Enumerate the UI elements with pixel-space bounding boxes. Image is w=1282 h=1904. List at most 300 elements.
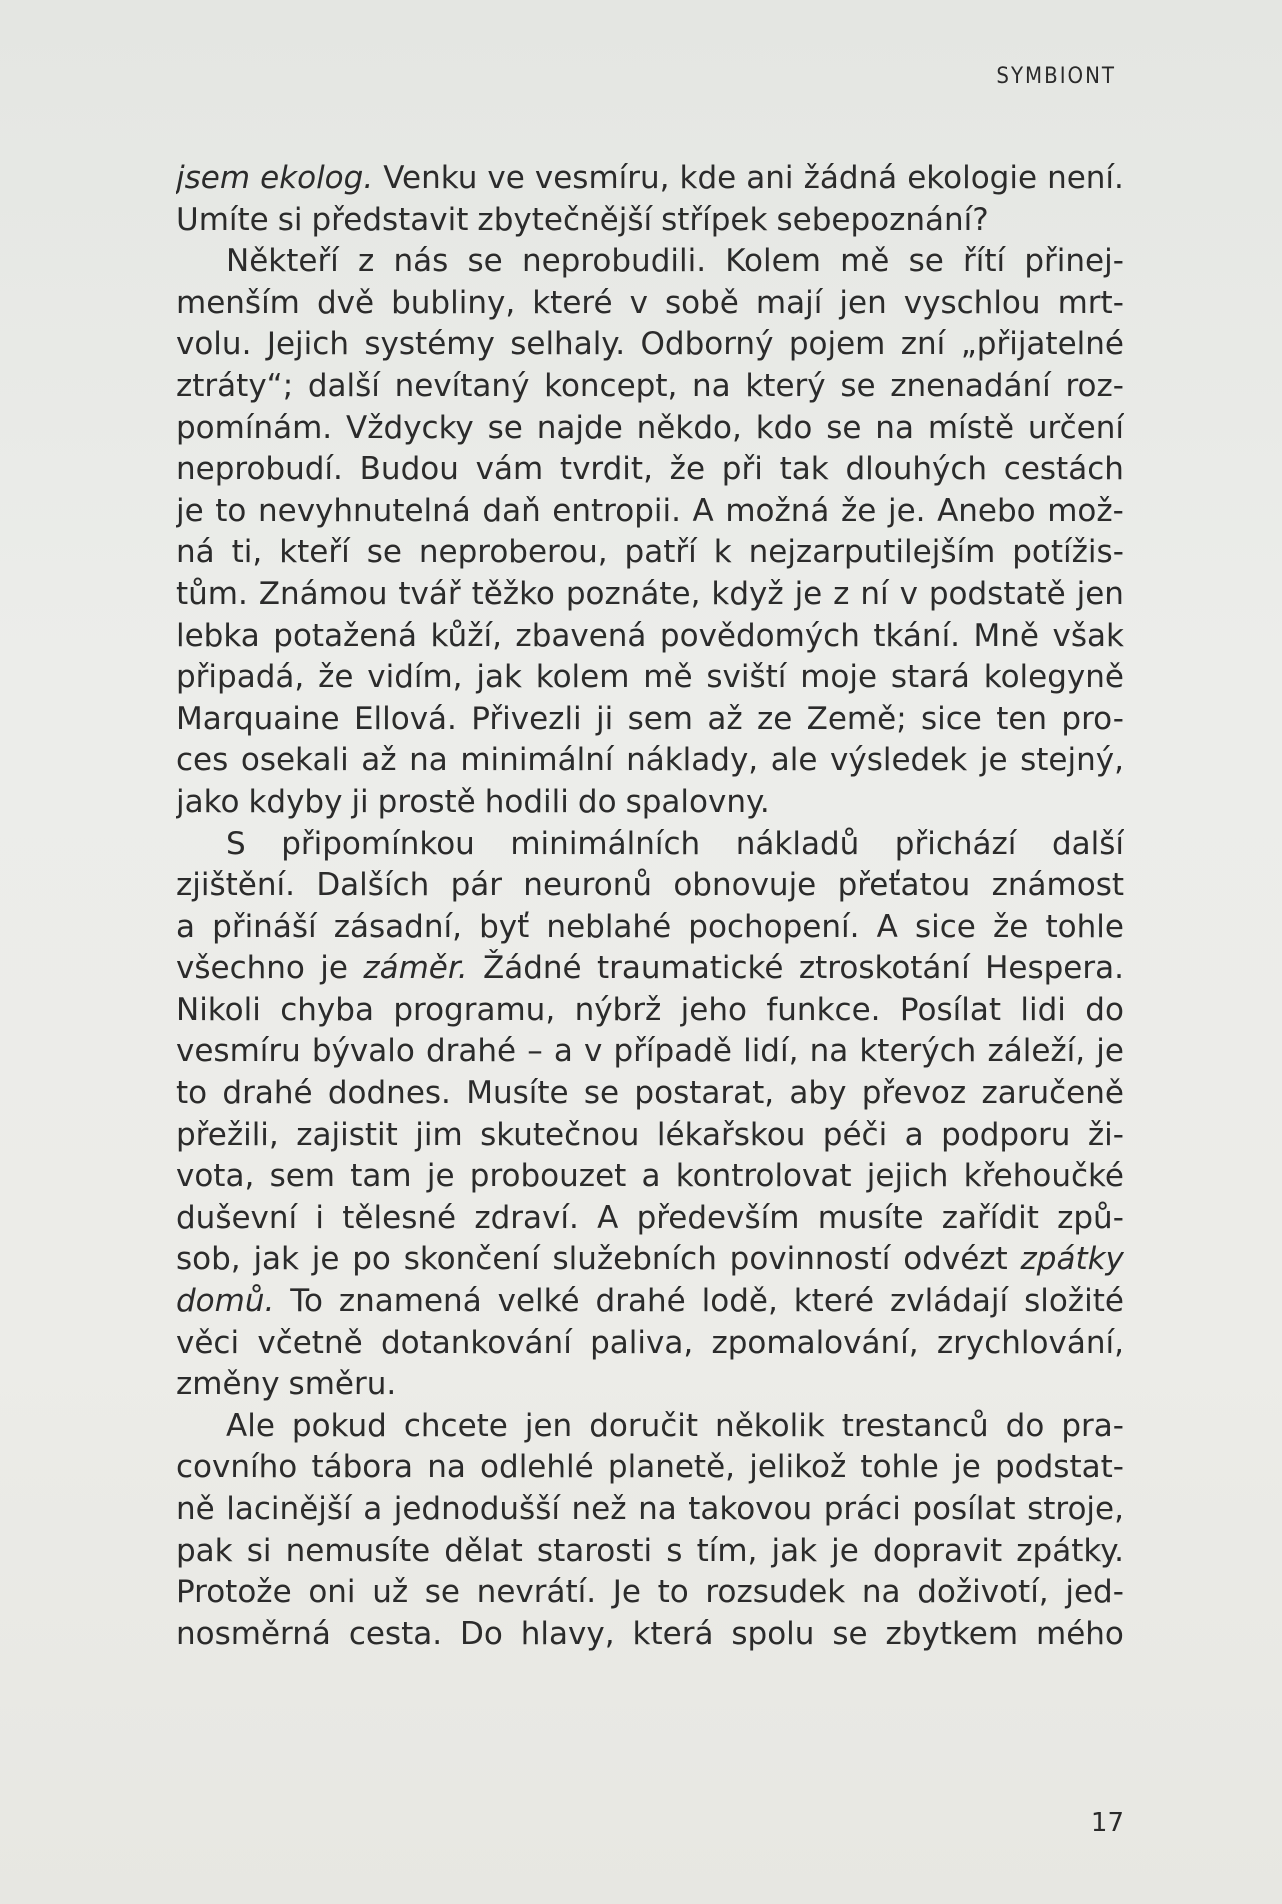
word: Kolem: [725, 243, 821, 280]
word: tvrdit,: [559, 451, 653, 488]
word: tvář: [398, 575, 461, 612]
word: a: [553, 1033, 573, 1070]
word: ti,: [231, 534, 263, 571]
text-line: [176, 408, 1124, 450]
word: minimální: [460, 742, 614, 779]
word: chcete: [403, 1407, 508, 1444]
word: probouzet: [469, 1158, 627, 1195]
word: byť: [479, 908, 530, 945]
word: traumatické: [597, 950, 784, 987]
text-line: [176, 990, 1124, 1032]
word: lodě,: [701, 1283, 778, 1320]
word: je.: [887, 492, 926, 529]
word: Marquaine: [176, 700, 340, 737]
word: připadá,: [176, 659, 305, 696]
word: To: [290, 1283, 323, 1320]
word: je: [1096, 1033, 1124, 1070]
word: na: [809, 1033, 849, 1070]
word: se: [467, 243, 503, 280]
word: ži-: [1087, 1116, 1124, 1153]
word: velké: [497, 1283, 580, 1320]
word: drahé: [425, 1033, 517, 1070]
word: poznáte,: [565, 575, 701, 612]
word: nosměrná: [176, 1615, 331, 1652]
word: na: [861, 1574, 901, 1611]
word: volu.: [176, 326, 252, 363]
word: entropii.: [552, 492, 681, 529]
word: S: [226, 825, 246, 862]
text-line: [176, 283, 1124, 325]
word: moje: [800, 659, 878, 696]
word: ní: [860, 575, 889, 612]
word: zní: [900, 326, 946, 363]
page-number: 17: [1090, 1808, 1124, 1838]
word: Musíte: [466, 1075, 569, 1112]
word: stejný,: [1020, 742, 1124, 779]
word: si: [277, 201, 303, 238]
word: Ellová.: [353, 700, 457, 737]
word: případě: [613, 1033, 732, 1070]
word: tak: [779, 451, 829, 488]
word: že: [841, 492, 877, 529]
word: kolegyně: [983, 659, 1124, 696]
text-line: [176, 574, 1124, 616]
word: přichází: [894, 825, 1017, 862]
word: systémy: [364, 326, 495, 363]
word: především: [636, 1199, 800, 1236]
word: dopravit: [872, 1532, 1003, 1569]
word: v: [629, 284, 648, 321]
word: a: [641, 1158, 661, 1195]
word: nevrátí.: [476, 1574, 597, 1611]
text-line: [176, 1447, 1124, 1489]
word: sviští: [706, 659, 787, 696]
text-line: [176, 657, 1124, 699]
word: nemusíte: [285, 1532, 431, 1569]
word: se: [908, 243, 944, 280]
word: Země;: [806, 700, 907, 737]
word: takovou: [688, 1491, 813, 1527]
word: neproberou,: [418, 534, 608, 571]
word: kde: [679, 160, 737, 196]
word: stará: [890, 659, 970, 696]
word: znenadání: [890, 367, 1051, 404]
word: až: [707, 700, 743, 737]
word: ji: [596, 700, 614, 737]
text-line: [176, 1323, 1124, 1365]
word: zajistit: [296, 1116, 398, 1153]
word: dělat: [444, 1532, 523, 1569]
text-line: [176, 865, 1124, 907]
word: odlehlé: [480, 1449, 594, 1486]
word: je: [320, 950, 348, 987]
word: všechno: [176, 950, 305, 987]
word: zařídit: [941, 1199, 1039, 1236]
word: to: [657, 1574, 689, 1611]
word: pojem: [788, 326, 886, 363]
word: tábora: [311, 1449, 413, 1486]
word: na: [409, 742, 448, 779]
word: podstatě: [928, 575, 1066, 612]
word: duševní: [176, 1199, 298, 1236]
word: jejich: [866, 1158, 949, 1195]
word: ve: [487, 160, 525, 196]
word: programu,: [393, 991, 556, 1028]
word: mrt-: [1057, 284, 1124, 321]
text-line: [176, 1531, 1124, 1573]
word: Ale: [226, 1407, 275, 1444]
word: mě: [643, 659, 693, 696]
word: při: [721, 451, 763, 488]
word: obnovuje: [673, 867, 817, 904]
word: ani: [746, 160, 794, 196]
word: způ-: [1057, 1199, 1124, 1236]
running-head: SYMBIONT: [996, 64, 1116, 89]
text-line: [176, 366, 1124, 408]
word: dodnes.: [327, 1075, 451, 1112]
text-line: [176, 1572, 1124, 1614]
word: Anebo: [937, 492, 1036, 529]
text-line: [176, 532, 1124, 574]
word: těžko: [471, 575, 555, 612]
word: jak: [253, 1241, 299, 1278]
word: k: [713, 534, 732, 571]
word: záleží,: [987, 1033, 1086, 1070]
text-line: [176, 907, 1124, 949]
word: možná: [725, 492, 830, 529]
word: koncept,: [544, 367, 678, 404]
word: přináší: [212, 908, 317, 945]
word: vyschlou: [903, 284, 1041, 321]
text-line: [176, 1073, 1124, 1115]
word: to: [215, 492, 247, 529]
word: povědomých: [659, 617, 860, 654]
word: zjištění.: [176, 867, 295, 904]
word: pak: [176, 1532, 233, 1569]
word: se: [826, 409, 862, 446]
word: ně: [176, 1491, 215, 1527]
word: cestách: [1003, 451, 1124, 488]
word: vesmíru,: [534, 160, 670, 196]
word: chyba: [280, 991, 374, 1028]
text-line: [176, 1198, 1124, 1240]
word: aby: [789, 1075, 847, 1112]
word: tělesné: [342, 1199, 457, 1236]
word: mají: [755, 284, 823, 321]
word: musíte: [817, 1199, 924, 1236]
word: po: [352, 1241, 391, 1278]
word: jsem: [176, 160, 251, 196]
word: neblahé: [546, 908, 672, 945]
text-line: [176, 1406, 1124, 1448]
word: Posílat: [899, 991, 1001, 1028]
word: jak: [476, 659, 522, 696]
text-line: [176, 1156, 1124, 1198]
word: do: [1085, 991, 1124, 1028]
word: že: [318, 659, 354, 696]
word: jed-: [1065, 1574, 1124, 1611]
word: nevítaný: [394, 367, 530, 404]
word: pra-: [1061, 1407, 1124, 1444]
word: postarat,: [634, 1075, 775, 1112]
word: Přivezli: [471, 700, 582, 737]
word: kdo: [755, 409, 813, 446]
word: křehoučké: [963, 1158, 1124, 1195]
word: tím,: [696, 1532, 758, 1569]
body-text: [176, 158, 1124, 1655]
word: když: [711, 575, 784, 612]
word: vota,: [176, 1158, 255, 1195]
word: je: [311, 1241, 340, 1278]
word: lidi: [1020, 991, 1066, 1028]
word: lebka: [176, 617, 260, 654]
word: na: [875, 409, 914, 446]
word: povinností: [729, 1241, 891, 1278]
word: zpátky: [1020, 1241, 1124, 1278]
word: a: [176, 908, 195, 945]
word: daň: [482, 492, 541, 529]
word: které: [793, 1283, 875, 1320]
text-line: [176, 241, 1124, 283]
word: jeho: [680, 991, 747, 1028]
word: jako: [176, 783, 240, 820]
word: bubliny,: [391, 284, 516, 321]
word: je: [794, 575, 823, 612]
word: změny: [176, 1366, 280, 1403]
word: potížis-: [1012, 534, 1124, 571]
word: ale: [770, 742, 818, 779]
text-line: [176, 1489, 1124, 1531]
word: Hespera.: [985, 950, 1124, 987]
word: pomínám.: [176, 409, 333, 446]
word: na: [692, 367, 731, 404]
word: drahé: [595, 1283, 686, 1320]
word: „přijatelné: [960, 326, 1124, 363]
word: další: [307, 367, 380, 404]
word: zdraví.: [474, 1199, 579, 1236]
word: sice: [920, 700, 982, 737]
word: žádná: [803, 160, 898, 196]
word: trestanců: [841, 1407, 989, 1444]
word: dvě: [316, 284, 375, 321]
word: směru.: [288, 1366, 397, 1403]
word: místě: [927, 409, 1015, 446]
text-line: [176, 616, 1124, 658]
text-line: [176, 1239, 1124, 1281]
word: ten: [996, 700, 1048, 737]
word: se: [366, 534, 402, 571]
word: kůží,: [430, 617, 502, 654]
word: najde: [536, 409, 623, 446]
word: lidí,: [743, 1033, 799, 1070]
word: planetě,: [607, 1449, 736, 1486]
word: než: [571, 1491, 627, 1527]
word: znamená: [338, 1283, 482, 1320]
word: pochopení.: [688, 908, 860, 945]
word: A: [597, 1199, 619, 1236]
text-line: [176, 1115, 1124, 1157]
word: domů.: [176, 1283, 275, 1320]
word: vesmíru: [176, 1033, 301, 1070]
word: Vždycky: [346, 409, 474, 446]
word: do: [1005, 1407, 1045, 1444]
word: podporu: [941, 1116, 1071, 1153]
word: stroje,: [1027, 1491, 1124, 1527]
word: posílat: [912, 1491, 1016, 1527]
word: sice: [914, 908, 976, 945]
word: sebepoznání?: [776, 201, 989, 238]
word: nákladů: [735, 825, 860, 862]
word: ji: [351, 783, 369, 820]
word: drahé: [222, 1075, 313, 1112]
word: vidím,: [367, 659, 463, 696]
text-line: [176, 491, 1124, 533]
word: podstat-: [994, 1449, 1124, 1486]
word: Odborný: [640, 326, 774, 363]
word: osekali: [240, 742, 349, 779]
word: kterých: [859, 1033, 977, 1070]
word: a: [904, 1116, 924, 1153]
word: ze: [756, 700, 793, 737]
word: ekologie: [907, 160, 1038, 196]
word: –: [527, 1033, 543, 1070]
text-line: [176, 782, 1124, 824]
word: jen: [839, 284, 887, 321]
word: to: [176, 1075, 208, 1112]
word: prostě: [377, 783, 476, 820]
word: skutečnou: [480, 1116, 640, 1153]
word: starosti: [536, 1532, 653, 1569]
word: jednodušší: [393, 1491, 560, 1527]
word: zbavená: [515, 617, 647, 654]
word: péči: [822, 1116, 888, 1153]
word: pokud: [291, 1407, 387, 1444]
word: ná: [176, 534, 215, 571]
text-line: [176, 324, 1124, 366]
word: jen: [524, 1407, 573, 1444]
word: Žádné: [482, 950, 582, 987]
word: sob,: [176, 1241, 241, 1278]
word: jim: [415, 1116, 463, 1153]
text-line: [176, 948, 1124, 990]
word: že: [669, 451, 706, 488]
word: už: [372, 1574, 409, 1611]
word: tkání.: [873, 617, 961, 654]
word: Je: [612, 1574, 641, 1611]
word: Dalších: [316, 867, 430, 904]
word: je: [979, 742, 1008, 779]
word: oni: [308, 1574, 356, 1611]
word: neprobudí.: [176, 451, 343, 488]
word: s: [666, 1532, 683, 1569]
word: z: [833, 575, 850, 612]
word: skončení: [403, 1241, 540, 1278]
word: mě: [840, 243, 890, 280]
word: sem: [627, 700, 693, 737]
word: záměr.: [363, 950, 468, 987]
word: hodili: [484, 783, 569, 820]
word: ekolog.: [260, 160, 374, 196]
word: roz-: [1065, 367, 1124, 404]
word: výsledek: [830, 742, 968, 779]
word: dotankování: [380, 1324, 572, 1361]
word: náklady,: [626, 742, 759, 779]
word: někdo,: [636, 409, 742, 446]
word: ztráty“;: [176, 367, 294, 404]
word: není.: [1047, 160, 1124, 196]
word: cesta.: [348, 1615, 443, 1652]
word: jelikož: [749, 1449, 847, 1486]
word: je: [176, 492, 204, 529]
word: neprobudili.: [521, 243, 707, 280]
word: převoz: [861, 1075, 967, 1112]
word: je: [953, 1449, 981, 1486]
word: že: [993, 908, 1029, 945]
word: si: [246, 1532, 272, 1569]
word: určení: [1027, 409, 1124, 446]
word: práci: [823, 1491, 901, 1527]
word: odvézt: [903, 1241, 1008, 1278]
word: zvládají: [890, 1283, 1009, 1320]
word: tohle: [1045, 908, 1124, 945]
word: nás: [393, 243, 449, 280]
text-line: [176, 1614, 1124, 1656]
word: kontrolovat: [675, 1158, 852, 1195]
word: nejzarputilejším: [748, 534, 996, 571]
word: covního: [176, 1449, 298, 1486]
word: A: [876, 908, 898, 945]
word: Nikoli: [176, 991, 261, 1028]
word: Protože: [176, 1574, 292, 1611]
text-line: [176, 158, 1124, 200]
word: se: [424, 1574, 461, 1611]
word: doživotí,: [917, 1574, 1049, 1611]
word: Do: [460, 1615, 503, 1652]
word: pár: [450, 867, 502, 904]
word: tům.: [176, 575, 248, 612]
word: na: [427, 1449, 466, 1486]
word: se: [583, 1075, 620, 1112]
word: střípek: [661, 201, 768, 238]
word: neuronů: [523, 867, 652, 904]
word: pro-: [1061, 700, 1124, 737]
word: bývalo: [311, 1033, 415, 1070]
word: dlouhých: [845, 451, 988, 488]
word: včetně: [257, 1324, 363, 1361]
word: několik: [715, 1407, 825, 1444]
word: zbytečnější: [477, 201, 653, 238]
word: ces: [176, 742, 229, 779]
word: menším: [176, 284, 300, 321]
word: v: [584, 1033, 603, 1070]
word: služebních: [552, 1241, 717, 1278]
word: zpátky.: [1016, 1532, 1124, 1569]
word: funkce.: [766, 991, 881, 1028]
word: se: [840, 367, 876, 404]
word: je: [426, 1158, 455, 1195]
word: Někteří: [226, 243, 339, 280]
word: přinej-: [1024, 243, 1124, 280]
word: zbytkem: [885, 1615, 1019, 1652]
word: mož-: [1047, 492, 1124, 529]
word: kteří: [279, 534, 350, 571]
word: zpomalování,: [711, 1324, 919, 1361]
word: který: [745, 367, 826, 404]
word: Budou: [359, 451, 459, 488]
word: přežili,: [176, 1116, 279, 1153]
text-line: [176, 1364, 1124, 1406]
text-line: [176, 740, 1124, 782]
